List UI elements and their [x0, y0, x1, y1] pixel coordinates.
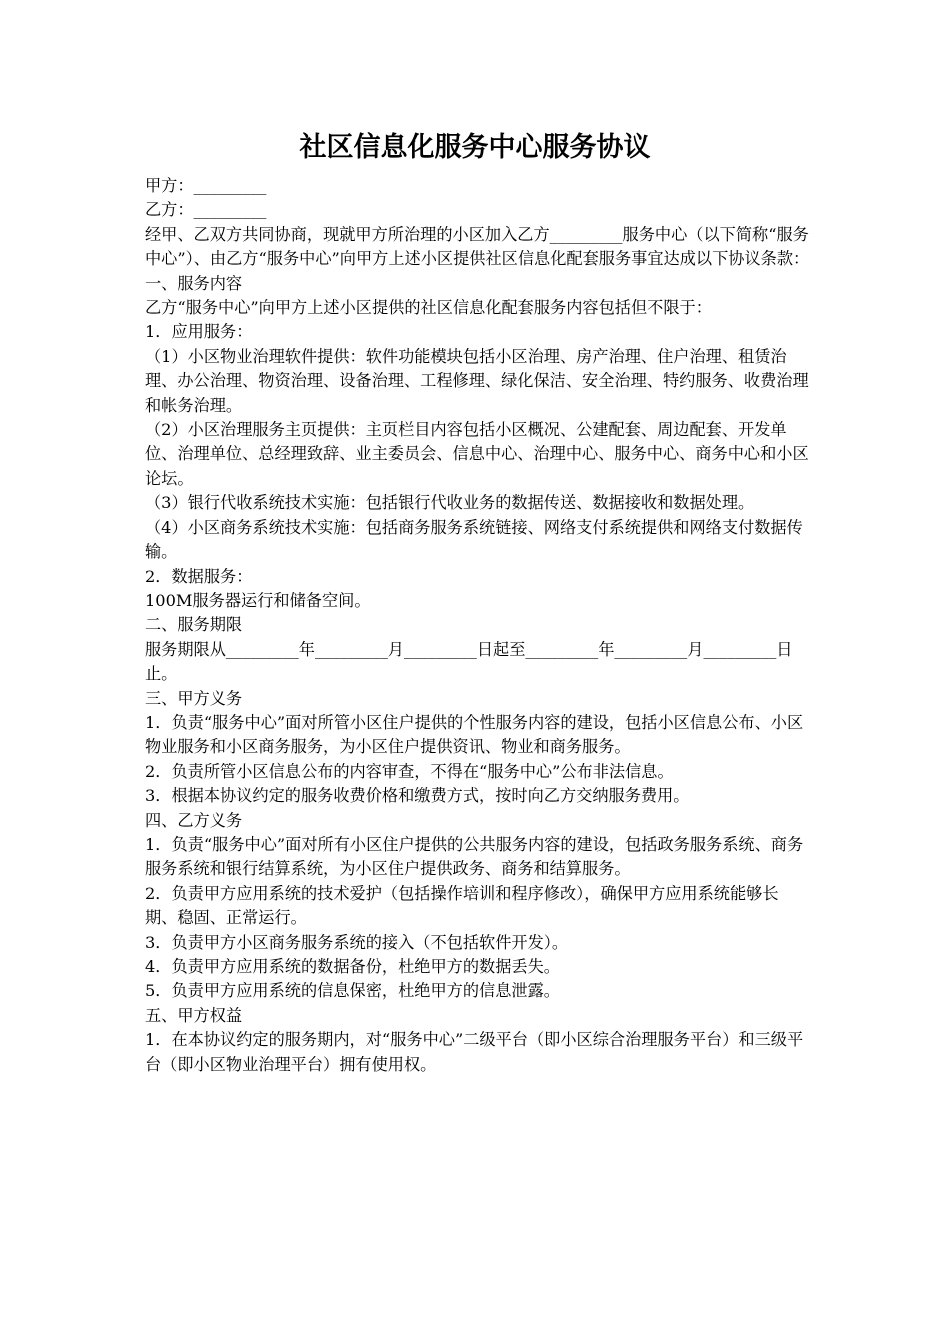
document-body: [145, 174, 810, 1077]
service-content-intro: 乙方“服务中心”向甲方上述小区提供的社区信息化配套服务内容包括但不限于：: [145, 298, 712, 318]
clause-party-b-duty-5: 5．负责甲方应用系统的信息保密，杜绝甲方的信息泄露。: [145, 981, 560, 1001]
section-heading-party-a-duties: 三、甲方义务: [145, 688, 243, 708]
section-heading-party-b-duties: 四、乙方义务: [145, 810, 243, 830]
clause-party-b-duty-2: 2．负责甲方应用系统的技术爱护（包括操作培训和程序修改），确保甲方应用系统能够长期、稳固、正常运行。: [145, 883, 779, 928]
party-a-line: 甲方：_________: [145, 176, 267, 195]
clause-service-term: 服务期限从_________年_________月_________日起至_________年_________月_________日止。: [145, 639, 793, 684]
section-heading-party-a-rights: 五、甲方权益: [145, 1005, 243, 1025]
clause-property-software: （1）小区物业治理软件提供：软件功能模块包括小区治理、房产治理、住户治理、租赁治理、办公治理、物资治理、设备治理、工程修理、绿化保洁、安全治理、特约服务、收费治理和帐务治理。: [145, 346, 809, 415]
clause-party-a-duty-3: 3．根据本协议约定的服务收费价格和缴费方式，按时向乙方交纳服务费用。: [145, 786, 690, 806]
clause-party-a-right-1: 1．在本协议约定的服务期内，对“服务中心”二级平台（即小区综合治理服务平台）和三级平台（即小区物业治理平台）拥有使用权。: [145, 1030, 804, 1074]
section-heading-service-content: 一、服务内容: [145, 273, 243, 293]
clause-party-b-duty-4: 4．负责甲方应用系统的数据备份，杜绝甲方的数据丢失。: [145, 957, 560, 976]
clause-commerce-system: （4）小区商务系统技术实施：包括商务服务系统链接、网络支付系统提供和网络支付数据传输。: [145, 517, 803, 562]
clause-party-a-duty-2: 2．负责所管小区信息公布的内容审查，不得在“服务中心”公布非法信息。: [145, 761, 674, 781]
clause-party-a-duty-1: 1．负责“服务中心”面对所管小区住户提供的个性服务内容的建设，包括小区信息公布、小区物业服务和小区商务服务，为小区住户提供资讯、物业和商务服务。: [145, 712, 804, 757]
clause-application-service: 1．应用服务：: [145, 322, 253, 342]
clause-party-b-duty-1: 1．负责“服务中心”面对所有小区住户提供的公共服务内容的建设，包括政务服务系统、商务服务系统和银行结算系统，为小区住户提供政务、商务和结算服务。: [145, 834, 804, 879]
clause-server-space: 100M服务器运行和储备空间。: [145, 590, 371, 610]
clause-bank-collection: （3）银行代收系统技术实施：包括银行代收业务的数据传送、数据接收和数据处理。: [145, 493, 755, 513]
section-heading-service-term: 二、服务期限: [145, 615, 243, 635]
party-b-line: 乙方：_________: [145, 200, 267, 220]
clause-homepage: （2）小区治理服务主页提供：主页栏目内容包括小区概况、公建配套、周边配套、开发单位、治理单位、总经理致辞、业主委员会、信息中心、治理中心、服务中心、商务中心和小区论坛。: [145, 420, 809, 488]
clause-party-b-duty-3: 3．负责甲方小区商务服务系统的接入（不包括软件开发）。: [145, 932, 569, 952]
clause-data-service: 2．数据服务：: [145, 566, 253, 586]
document-title: 社区信息化服务中心服务协议: [299, 132, 651, 163]
preamble-paragraph: 经甲、乙双方共同协商，现就甲方所治理的小区加入乙方_________服务中心（以下简称“服务中心”）、由乙方“服务中心”向甲方上述小区提供社区信息化配套服务事宜达成以下协议条款：: [145, 224, 810, 269]
